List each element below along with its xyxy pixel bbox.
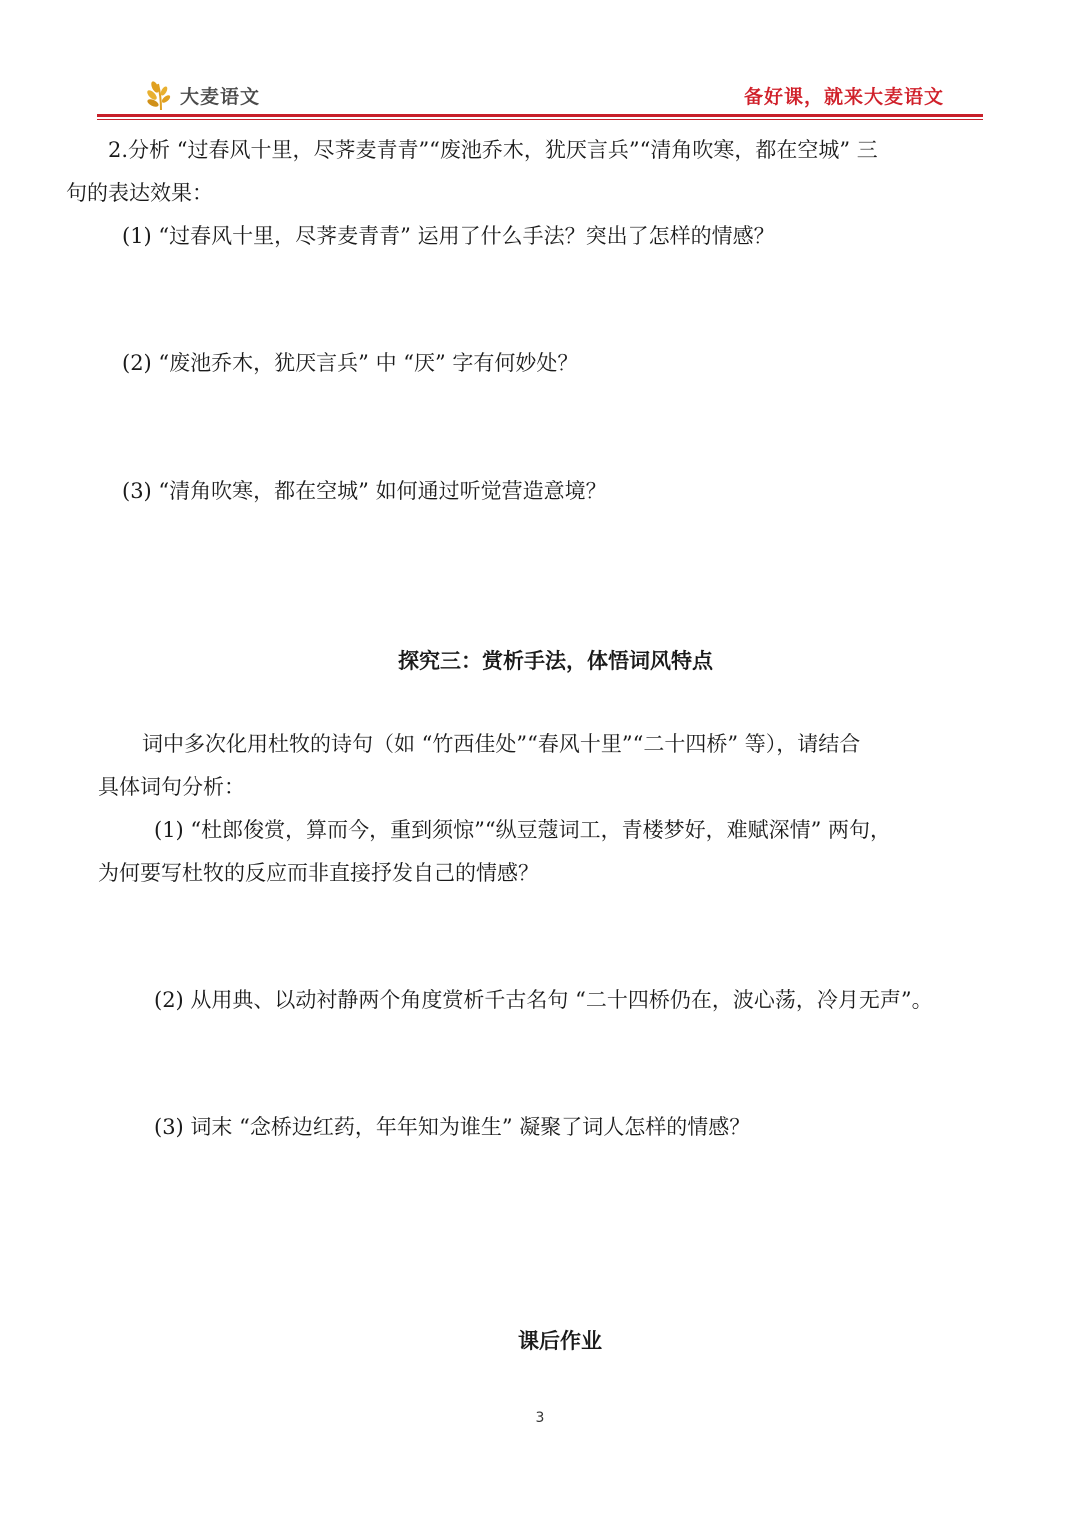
section-heading-explore-3: 探究三：赏析手法，体悟词风特点 (398, 648, 713, 673)
explore-3-intro-cont: 具体词句分析： (98, 775, 245, 799)
question-3-2: (2) 从用典、以动衬静两个角度赏析千古名句 “二十四桥仍在，波心荡，冷月无声”。 (154, 988, 933, 1012)
question-3-1-cont: 为何要写杜牧的反应而非直接抒发自己的情感？ (98, 861, 539, 885)
question-3-3: (3) 词末 “念桥边红药，年年知为谁生” 凝聚了词人怎样的情感？ (154, 1115, 751, 1139)
header-slogan: 备好课，就来大麦语文 (743, 86, 944, 108)
page-header (0, 0, 1080, 125)
page-number: 3 (535, 1410, 545, 1426)
explore-3-intro: 词中多次化用杜牧的诗句（如 “竹西佳处”“春风十里”“二十四桥” 等），请结合 (142, 732, 861, 756)
question-2-prompt-cont: 句的表达效果： (66, 181, 213, 205)
question-2-1: (1) “过春风十里，尽荠麦青青” 运用了什么手法？突出了怎样的情感？ (122, 224, 775, 248)
question-2-2: (2) “废池乔木，犹厌言兵” 中 “厌” 字有何妙处？ (122, 351, 579, 375)
homework-heading: 课后作业 (518, 1328, 602, 1353)
brand-logo (146, 78, 260, 112)
question-2-3: (3) “清角吹寒，都在空城” 如何通过听觉营造意境？ (122, 479, 607, 503)
question-2-prompt: 2.分析 “过春风十里，尽荠麦青青”“废池乔木，犹厌言兵”“清角吹寒，都在空城” 三 (108, 138, 878, 162)
header-divider (97, 114, 983, 117)
header-divider-thin (97, 119, 983, 120)
question-3-1: (1) “杜郎俊赏，算而今，重到须惊”“纵豆蔻词工，青楼梦好，难赋深情” 两句， (154, 818, 892, 842)
logo-text: 大麦语文 (180, 85, 261, 108)
wheat-icon (146, 78, 176, 112)
